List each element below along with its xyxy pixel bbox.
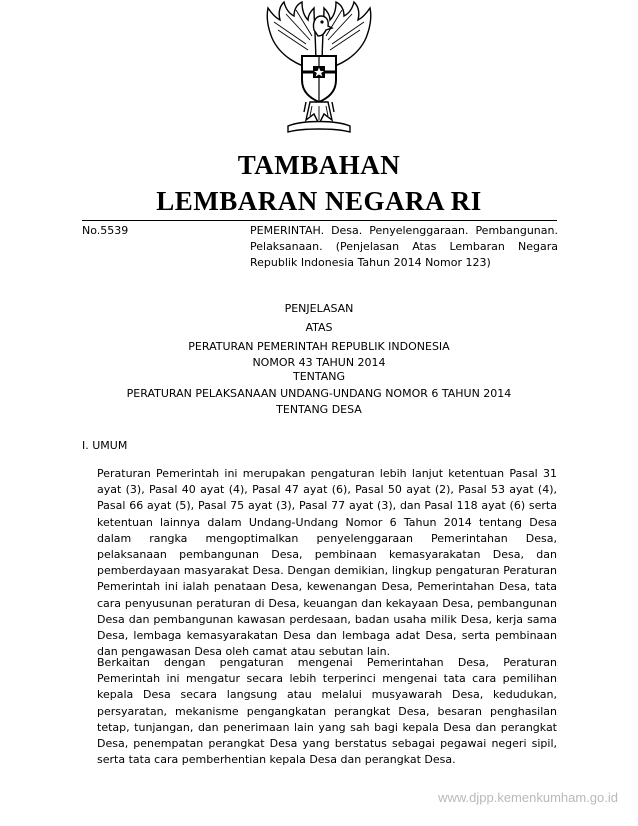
paragraph-1: Peraturan Pemerintah ini merupakan pengaturan lebih lanjut ketentuan Pasal 31 ayat (3), Pasal 40 ayat (4), Pasal 47 ayat (6), Pasal 50 ayat (2), Pasal 53 ayat (4), Pasal 66 ayat (5), Pasal 75 ayat (3), Pasal 77 ayat (3), dan Pasal 118 ayat (6) serta ketentuan lainnya dalam Undang-Undang Nomor 6 Tahun 2014 tentang Desa dalam rangka mengoptimalkan penyelenggaraan Pemerintahan Desa, pelaksanaan pembangunan Desa, pembinaan kemasyarakatan Desa, dan pemberdayaan masyarakat Desa. Dengan demikian, lingkup pengaturan Peraturan Pemerintah ini ialah penataan Desa, kewenangan Desa, Pemerintahan Desa, tata cara penyusunan peraturan di Desa, keuangan dan kekayaan Desa, pembangunan Desa dan pembangunan kawasan perdesaan, badan usaha milik Desa, kerja sama Desa, lembaga kemasyarakatan Desa dan lembaga adat Desa, serta pembinaan dan pengawasan Desa oleh camat atau sebutan lain. xyxy=(97,467,557,659)
heading-line-3: PERATURAN PEMERINTAH REPUBLIK INDONESIA xyxy=(188,340,450,353)
document-title-line2: LEMBARAN NEGARA RI xyxy=(156,186,482,216)
heading-line-7: TENTANG DESA xyxy=(276,403,362,416)
document-subject: PEMERINTAH. Desa. Penyelenggaraan. Pembangunan. Pelaksanaan. (Penjelasan Atas Lembaran Negara Republik Indonesia Tahun 2014 Nomor 123) xyxy=(250,224,558,269)
document-title-line1: TAMBAHAN xyxy=(237,150,401,180)
document-number: No.5539 xyxy=(82,224,129,237)
heading-line-5: TENTANG xyxy=(292,370,346,383)
heading-line-1: PENJELASAN xyxy=(284,302,354,315)
paragraph-2: Berkaitan dengan pengaturan mengenai Pemerintahan Desa, Peraturan Pemerintah ini mengatur secara lebih terperinci mengenai tata cara pemilihan kepala Desa secara langsung atau melalui musyawarah Desa, kedudukan, persyaratan, mekanisme pengangkatan perangkat Desa, besaran penghasilan tetap, tunjangan, dan penerimaan lain yang sah bagi kepala Desa dan perangkat Desa, penempatan perangkat Desa yang berstatus sebagai pegawai negeri sipil, serta tata cara pemberhentian kepala Desa dan perangkat Desa. xyxy=(97,656,557,767)
section-heading: I. UMUM xyxy=(82,439,128,452)
garuda-emblem xyxy=(258,0,380,140)
explanation-heading xyxy=(0,302,638,417)
watermark: www.djpp.kemenkumham.go.id xyxy=(438,790,618,805)
heading-line-2: ATAS xyxy=(305,321,333,334)
title-divider xyxy=(82,220,557,221)
heading-line-6: PERATURAN PELAKSANAAN UNDANG-UNDANG NOMOR 6 TAHUN 2014 xyxy=(126,387,512,400)
heading-line-4: NOMOR 43 TAHUN 2014 xyxy=(252,356,386,369)
